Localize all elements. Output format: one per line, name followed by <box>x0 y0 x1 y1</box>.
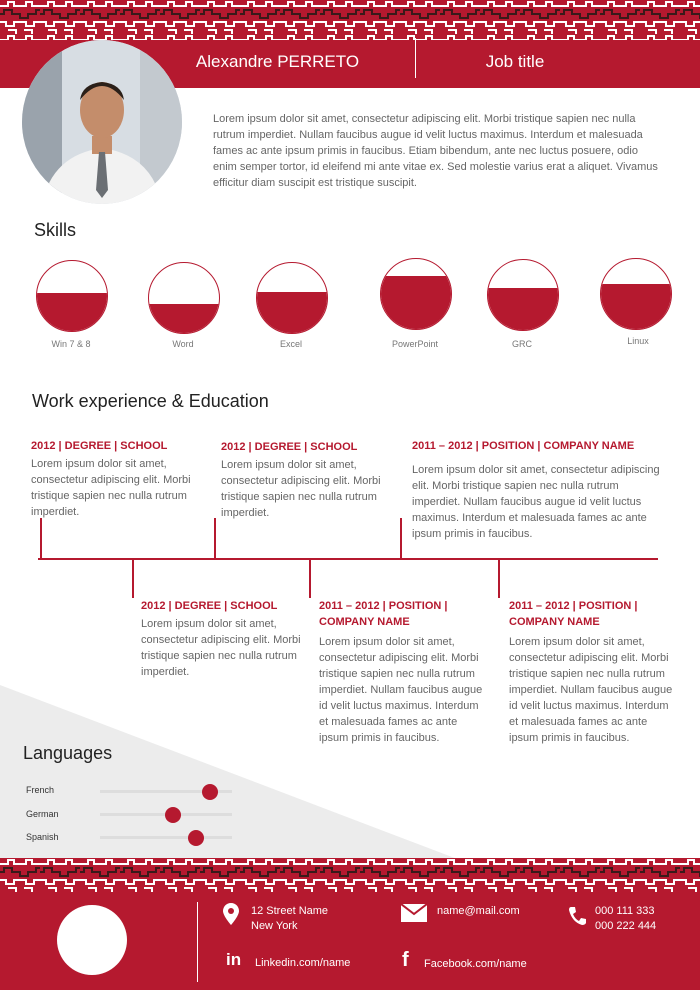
timeline-entry <box>141 598 301 680</box>
job-title: Job title <box>485 52 545 71</box>
profile-photo <box>22 40 182 204</box>
linkedin-link[interactable]: Linkedin.com/name <box>255 957 351 969</box>
entry-body: Lorem ipsum dolor sit amet, consectetur adipiscing elit. Morbi tristique sapien nec nulla rutrum imperdiet. <box>141 618 301 678</box>
language-label: Spanish <box>26 832 59 842</box>
language-bar <box>100 813 232 816</box>
timeline-entry <box>509 598 679 746</box>
timeline-tick <box>214 518 216 559</box>
address-line-2: New York <box>251 920 298 932</box>
skill-label: GRC <box>512 339 532 349</box>
language-bar <box>100 790 232 793</box>
timeline-line <box>38 558 658 560</box>
timeline-tick <box>309 560 311 598</box>
skill-label: PowerPoint <box>391 339 439 349</box>
timeline-tick <box>400 518 402 559</box>
phone-1: 000 111 333 <box>595 905 655 917</box>
facebook-icon: f <box>402 949 409 971</box>
header-divider <box>415 38 416 78</box>
skill-circle <box>148 262 220 334</box>
entry-body: Lorem ipsum dolor sit amet, consectetur adipiscing elit. Morbi tristique sapien nec nulla rutrum imperdiet. Nullam faucibus augue id velit luctus maximus. Interdum et malesuada fames ac ante ipsum primis in faucibus. <box>319 636 483 744</box>
entry-heading: 2011 – 2012 | POSITION | COMPANY NAME <box>509 600 638 628</box>
address-line-1: 12 Street Name <box>251 905 329 917</box>
footer-logo-circle <box>57 905 127 975</box>
skills-title: Skills <box>34 220 77 240</box>
timeline-tick <box>40 518 42 559</box>
entry-heading: 2012 | DEGREE | SCHOOL <box>31 440 168 452</box>
skill-label: Word <box>172 339 194 349</box>
facebook-link[interactable]: Facebook.com/name <box>424 958 527 970</box>
skill-circle <box>36 260 108 332</box>
entry-body: Lorem ipsum dolor sit amet, consectetur adipiscing elit. Morbi tristique sapien nec nulla rutrum imperdiet. <box>221 459 381 519</box>
skill-label: Win 7 & 8 <box>51 339 91 349</box>
skill-circle <box>256 262 328 334</box>
skill-circle <box>380 258 452 330</box>
phone-icon <box>568 906 586 926</box>
linkedin-icon: in <box>226 950 242 969</box>
timeline-entry <box>221 439 381 521</box>
footer-divider <box>197 902 198 982</box>
entry-body: Lorem ipsum dolor sit amet, consectetur adipiscing elit. Morbi tristique sapien nec nulla rutrum imperdiet. Nullam faucibus augue id velit luctus maximus. Interdum et malesuada fames ac ante ipsum primis in faucibus. <box>412 464 660 540</box>
entry-heading: 2012 | DEGREE | SCHOOL <box>141 600 278 612</box>
languages-title: Languages <box>23 743 113 763</box>
entry-heading: 2011 – 2012 | POSITION | COMPANY NAME <box>319 600 448 628</box>
timeline-entry <box>412 438 662 542</box>
skill-circle <box>487 259 559 331</box>
language-label: German <box>26 809 59 819</box>
candidate-name: Alexandre PERRETO <box>195 52 360 71</box>
email-link[interactable]: name@mail.com <box>437 905 520 917</box>
language-level-dot <box>202 784 218 800</box>
decorative-pattern-top <box>0 0 700 40</box>
skill-label: Excel <box>279 339 302 349</box>
entry-body: Lorem ipsum dolor sit amet, consectetur adipiscing elit. Morbi tristique sapien nec nulla rutrum imperdiet. Nullam faucibus augue id velit luctus maximus. Interdum et malesuada fames ac ante ipsum primis in faucibus. <box>509 636 673 744</box>
language-bar <box>100 836 232 839</box>
timeline-tick <box>498 560 500 598</box>
entry-heading: 2012 | DEGREE | SCHOOL <box>221 441 358 453</box>
timeline-entry <box>319 598 489 746</box>
entry-heading: 2011 – 2012 | POSITION | COMPANY NAME <box>412 440 635 452</box>
envelope-icon <box>401 904 427 922</box>
phone-2: 000 222 444 <box>595 920 657 932</box>
work-title: Work experience & Education <box>32 391 269 411</box>
location-pin-icon <box>222 903 240 925</box>
skill-label: Linux <box>627 336 649 346</box>
timeline-entry <box>31 438 191 520</box>
language-level-dot <box>165 807 181 823</box>
intro-paragraph: Lorem ipsum dolor sit amet, consectetur adipiscing elit. Morbi tristique sapien nec nulla rutrum imperdiet. Nullam faucibus augue id velit luctus maximus. Interdum et malesuada fames ac ante ipsum primis in faucibus. Etiam bibendum, ante nec luctus posuere, odio enim semper tortor, id eleifend mi ante vitae ex. Sed molestie varius erat a aliquet. Vivamus efficitur diam suscipit est tristique suscipit. <box>213 113 658 189</box>
skill-circle <box>600 258 672 330</box>
language-label: French <box>26 785 55 795</box>
timeline-tick <box>132 560 134 598</box>
decorative-pattern-bottom <box>0 858 700 892</box>
entry-body: Lorem ipsum dolor sit amet, consectetur adipiscing elit. Morbi tristique sapien nec nulla rutrum imperdiet. <box>31 458 191 518</box>
